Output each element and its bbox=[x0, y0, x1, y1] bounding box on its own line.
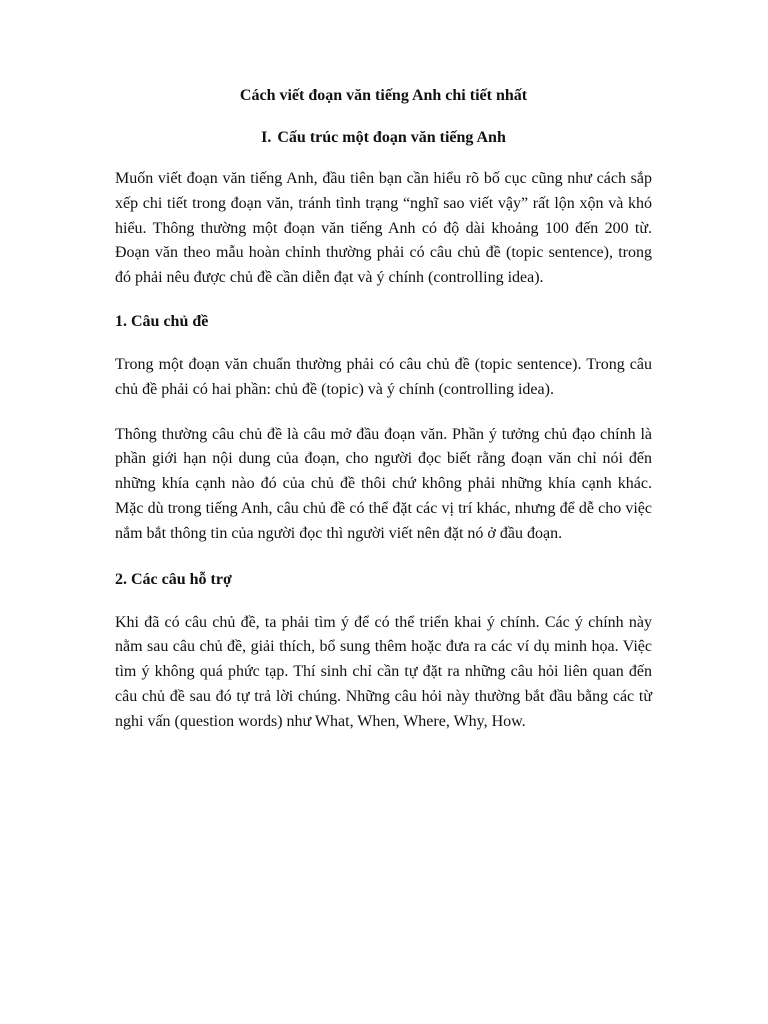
paragraph: Khi đã có câu chủ đề, ta phải tìm ý để có thể triển khai ý chính. Các ý chính này nằm sau câu chủ đề, giải thích, bổ sung thêm hoặc đưa ra các ví dụ minh họa. Việc tìm ý không quá phức tạp. Thí sinh chỉ cần tự đặt ra những câu hỏi liên quan đến câu chủ đề sau đó tự trả lời chúng. Những câu hỏi này thường bắt đầu bằng các từ nghi vấn (question words) như What, When, Where, Why, How. bbox=[115, 613, 652, 730]
document-title: Cách viết đoạn văn tiếng Anh chi tiết nhất bbox=[239, 87, 528, 104]
section-number: I. bbox=[261, 129, 272, 146]
paragraph: Trong một đoạn văn chuẩn thường phải có câu chủ đề (topic sentence). Trong câu chủ đề phải có hai phần: chủ đề (topic) và ý chính (controlling idea). bbox=[115, 355, 652, 398]
paragraph: Thông thường câu chủ đề là câu mở đầu đoạn văn. Phần ý tưởng chủ đạo chính là phần giới hạn nội dung của đoạn, cho người đọc biết rằng đoạn văn chỉ nói đến những khía cạnh nào đó của chủ đề thôi chứ không phải những khía cạnh khác. Mặc dù trong tiếng Anh, câu chủ đề có thể đặt các vị trí khác, nhưng để dễ cho việc nắm bắt thông tin của người đọc thì người viết nên đặt nó ở đầu đoạn. bbox=[115, 425, 652, 542]
document-page bbox=[115, 85, 652, 755]
subsection-heading-topic-sentence: 1. Câu chủ đề bbox=[115, 312, 209, 330]
subsection-heading-supporting-sentences: 2. Các câu hỗ trợ bbox=[115, 570, 232, 588]
section-heading-text: Cấu trúc một đoạn văn tiếng Anh bbox=[277, 129, 506, 146]
section-heading bbox=[115, 127, 652, 149]
intro-paragraph: Muốn viết đoạn văn tiếng Anh, đầu tiên bạn cần hiểu rõ bố cục cũng như cách sắp xếp chi tiết trong đoạn văn, tránh tình trạng “nghĩ sao viết vậy” rất lộn xộn và khó hiểu. Thông thường một đoạn văn tiếng Anh có độ dài khoảng 100 đến 200 từ. Đoạn văn theo mẫu hoàn chỉnh thường phải có câu chủ đề (topic sentence), trong đó phải nêu được chủ đề cần diễn đạt và ý chính (controlling idea). bbox=[115, 170, 652, 287]
